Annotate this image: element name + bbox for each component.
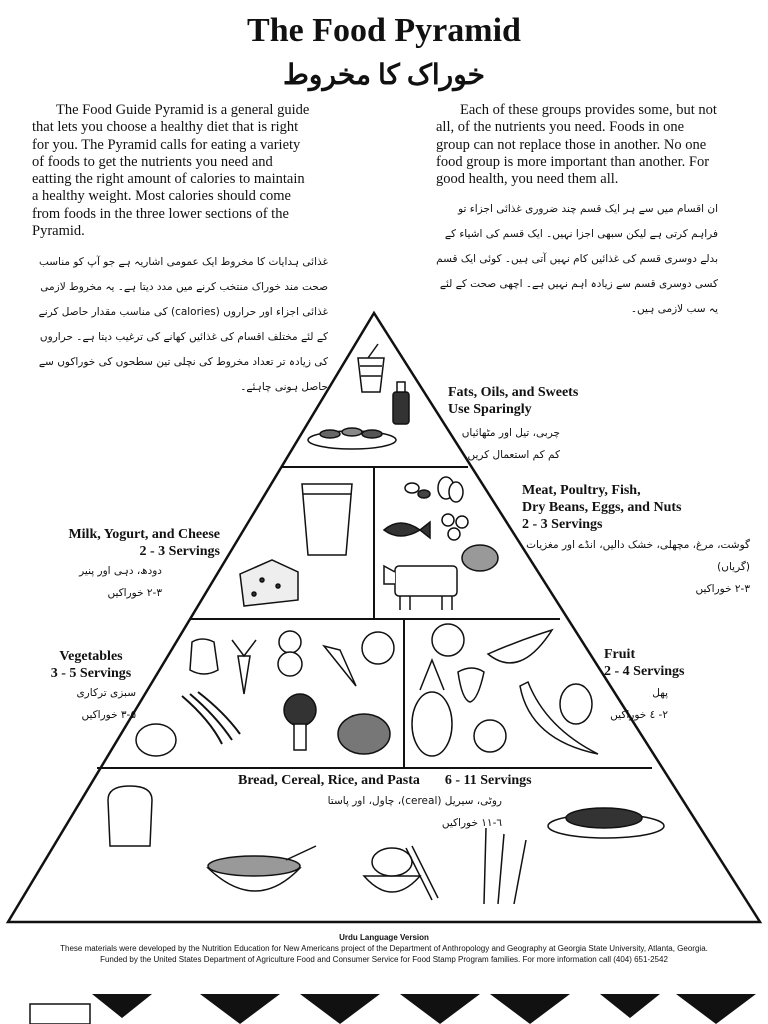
meat-urdu-3: ۲-۳ خوراکیں [695,583,750,595]
cookie-plate-icon [308,428,396,449]
meat-urdu-1: گوشت، مرغ، مچھلی، خشک دالیں، انڈے اور مغزیات [526,539,750,551]
bread-urdu-1: روٹی، سیریل (cereal)، چاول، اور پاستا [327,795,502,807]
milk-glass-icon [302,484,352,555]
bread-servings: 6 - 11 Servings [444,773,532,788]
fruit-label [604,646,685,680]
fats-urdu [430,422,560,466]
bread-title: Bread, Cereal, Rice, and Pasta [238,773,420,788]
fruit-urdu [604,682,668,726]
meat-label [522,482,681,533]
broccoli-icon [284,694,316,750]
meat-urdu-2: (گریاں) [717,561,750,573]
vegetables-urdu-2: ۳-۵ خوراکیں [81,709,136,721]
milk-servings: 2 - 3 Servings [139,544,220,559]
footer-language: Urdu Language Version [339,933,429,942]
cabbage-icon [278,631,302,676]
fats-title: Fats, Oils, and Sweets [448,385,579,400]
tomato-icon [362,632,394,664]
fats-label [448,384,578,418]
fruit-urdu-1: پھل [652,687,668,699]
cereal-bowl-icon [208,846,316,891]
fats-urdu-1: چربی، تیل اور مٹھائیاں [461,427,560,439]
intro-english-left: The Food Guide Pyramid is a general guide that lets you choose a healthy diet that is right for you. The Pyramid calls for eating a variety of foods to get the nutrients you need and eatting the right amount of calories to maintain a healthy weight. Most calories should come from foods in the three lower sections of the Pyramid. [32,102,310,240]
decorative-border [12,994,756,1024]
fish-icon [384,522,430,538]
intro-english-right: Each of these groups provides some, but not all, of the nutrients you need. Foods in one group can not replace those in another. No one food group is more important than another. For good health, you need them all. [436,102,717,188]
meat-title-1: Meat, Poultry, Fish, [522,483,641,498]
lemon-icon [560,684,592,724]
vegetables-urdu [60,682,136,726]
vegetables-urdu-1: سبزی ترکاری [76,687,136,699]
chicken-icon [462,545,498,571]
fruit-title: Fruit [604,647,636,662]
milk-urdu [60,560,162,604]
strawberry-icon [458,668,484,702]
green-beans-icon [182,692,240,744]
cow-icon [384,566,457,610]
milk-title: Milk, Yogurt, and Cheese [68,527,220,542]
milk-urdu-1: دودھ، دہی اور پنیر [79,565,162,577]
footer-credit-1: These materials were developed by the Nutrition Education for New Americans project of the Department of Anthropology and Geography at Georgia State University, Atlanta, Georgia. [60,944,708,953]
orange-icon [432,624,464,656]
bread-slice-icon [108,786,152,846]
vegetables-label [40,648,142,682]
bread-urdu-2: ٦-١١ خوراکیں [441,817,502,829]
fruit-urdu-2: ۲- ٤ خوراکیں [610,709,668,721]
page-subtitle-urdu: خوراک کا مخروط [283,60,485,91]
melon-slice-icon [488,630,552,663]
intro-urdu-left: غذائی ہدایات کا مخروط ایک عمومی اشاریہ ہے جو آپ کو مناسب صحت مند خوراک منتخب کرنے میں مدد دیتا ہے۔ یہ مخروط لازمی غذائی اجزاء اور حراروں (calories) کی مناسب مقدار حاصل کرنے کے لئے مختلف اقسام کی غذائیں کھانے کی ترغیب دیتا ہے۔ حراروں کی زیادہ تر تعداد مخروط کی نچلی تین سطحوں کی خوراکوں سے حاصل ہونی چاہئے۔ [38,256,328,393]
fruit-servings: 2 - 4 Servings [604,664,685,679]
footer-credit-2: Funded by the United States Department of Agriculture Food and Consumer Service for Food Stamp Program families. For more information call (404) 651-2542 [100,955,668,964]
vegetables-servings: 3 - 5 Servings [50,666,132,681]
pasta-plate-icon [548,808,664,838]
rice-bowl-icon [364,846,438,900]
bread-label [238,772,532,789]
wheat-stalks-icon [484,828,526,904]
fats-urdu-2: کم کم استعمال کریں [467,449,560,461]
carrot-icon [324,646,356,686]
pepper-icon [190,639,218,674]
peach-icon [474,720,506,752]
meat-urdu [520,534,750,600]
cheese-icon [240,560,298,606]
spinach-icon [338,714,390,754]
radish-icon [232,640,256,694]
soda-cup-icon [358,344,384,392]
eggs-icon [442,514,468,540]
potato-icon [136,724,176,756]
pineapple-icon [412,660,452,756]
milk-urdu-2: ۲-۳ خوراکیں [107,587,162,599]
intro-urdu-right: ان اقسام میں سے ہر ایک قسم چند ضروری غذائی اجزاء تو فراہم کرتی ہے لیکن سبھی اجزا نہیں۔ ایک قسم کی اشیاء کے بدلے دوسری قسم کی غذائیں کام نہیں آتی ہیں۔ کوئی ایک قسم کسی دوسری قسم سے زیادہ اہم نہیں ہے۔ اچھی صحت کے لئے یہ سب لازمی ہیں۔ [436,203,718,315]
meat-servings: 2 - 3 Servings [522,517,603,532]
fats-advice: Use Sparingly [448,402,532,417]
vegetables-title: Vegetables [59,649,123,664]
oil-bottle-icon [393,382,409,424]
nuts-icon [405,477,463,502]
milk-label [40,526,220,560]
bread-urdu [290,790,502,834]
meat-title-2: Dry Beans, Eggs, and Nuts [522,500,682,515]
page-title: The Food Pyramid [247,12,521,49]
